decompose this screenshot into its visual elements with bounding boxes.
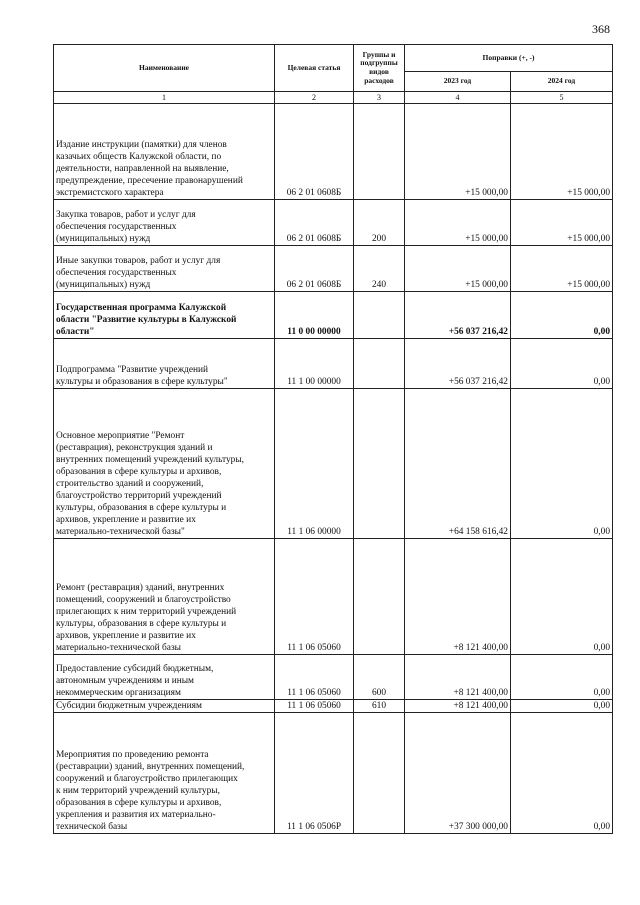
- table-row: [54, 389, 613, 539]
- row-name-line: предупреждение, пресечение правонарушений: [56, 175, 243, 186]
- row-name-line: образования в сфере культуры и архивов,: [56, 466, 222, 477]
- row-amount-2023: +56 037 216,42: [405, 339, 511, 389]
- table-body: [54, 104, 613, 834]
- row-name-line: автономным учреждениям и иным: [56, 675, 194, 686]
- header-expense-groups-line: расходов: [364, 75, 394, 85]
- row-name: [54, 389, 275, 539]
- header-year-2023: 2023 год: [405, 72, 511, 92]
- row-name-line: внутренних помещений учреждений культуры,: [56, 454, 245, 465]
- row-amount-2023: +15 000,00: [405, 246, 511, 292]
- row-name-line: (реставрации) зданий, внутренних помещений,: [56, 761, 245, 772]
- row-name: [54, 655, 275, 700]
- row-expense-type: 240: [354, 246, 405, 292]
- row-name-line: к ним территорий учреждений культуры,: [56, 785, 220, 796]
- row-name: [54, 700, 275, 713]
- row-name-line: Субсидии бюджетным учреждениям: [56, 701, 202, 711]
- row-name-line: Ремонт (реставрация) зданий, внутренних: [56, 582, 225, 593]
- header-target-article: Целевая статья: [275, 45, 354, 92]
- row-name-line: помещений, сооружений и благоустройство: [56, 594, 231, 605]
- row-expense-type: 610: [354, 700, 405, 713]
- row-amount-2024: +15 000,00: [511, 246, 613, 292]
- row-target-article: 11 1 06 05060: [275, 539, 354, 655]
- row-name-line: материально-технической базы: [56, 642, 181, 653]
- row-name-line: Мероприятия по проведению ремонта: [56, 749, 209, 760]
- column-index: 3: [354, 92, 405, 104]
- row-name-line: казачьих обществ Калужской области, по: [56, 151, 222, 162]
- row-name-line: Предоставление субсидий бюджетным,: [56, 663, 214, 674]
- row-target-article: 11 1 06 05060: [275, 655, 354, 700]
- table-row: [54, 292, 613, 339]
- row-name-line: культуры и образования в сфере культуры": [56, 376, 228, 387]
- row-name-line: благоустройство территорий учреждений: [56, 490, 222, 501]
- row-target-article: 06 2 01 0608Б: [275, 200, 354, 246]
- row-amount-2023: +15 000,00: [405, 200, 511, 246]
- header-expense-groups-line: Группы и: [362, 49, 396, 59]
- row-name-line: некоммерческим организациям: [56, 687, 181, 698]
- header-amendments: Поправки (+, -): [405, 45, 613, 72]
- table-row: [54, 246, 613, 292]
- row-target-article: 11 1 06 05060: [275, 700, 354, 713]
- table-row: [54, 104, 613, 200]
- row-name-line: Иные закупки товаров, работ и услуг для: [56, 255, 221, 266]
- row-name-line: Закупка товаров, работ и услуг для: [56, 209, 196, 220]
- row-amount-2023: +8 121 400,00: [405, 655, 511, 700]
- row-name-line: укрепления и развития их материально-: [56, 809, 216, 820]
- column-index: 4: [405, 92, 511, 104]
- row-amount-2024: +15 000,00: [511, 104, 613, 200]
- row-expense-type: [354, 292, 405, 339]
- row-name: [54, 713, 275, 834]
- row-amount-2024: +15 000,00: [511, 200, 613, 246]
- row-name: [54, 539, 275, 655]
- row-name: [54, 246, 275, 292]
- row-name-line: культуры, образования в сфере культуры и: [56, 502, 227, 513]
- row-name-line: архивов, укрепление и развитие их: [56, 630, 196, 641]
- row-name: [54, 339, 275, 389]
- row-name-line: обеспечения государственных: [56, 221, 177, 232]
- row-amount-2024: 0,00: [511, 292, 613, 339]
- row-name-line: материально-технической базы": [56, 526, 185, 537]
- row-amount-2023: +37 300 000,00: [405, 713, 511, 834]
- row-target-article: 11 1 06 0506Р: [275, 713, 354, 834]
- row-expense-type: [354, 104, 405, 200]
- row-name-line: области": [56, 326, 95, 337]
- row-expense-type: [354, 339, 405, 389]
- column-index: 1: [54, 92, 275, 104]
- row-amount-2023: +56 037 216,42: [405, 292, 511, 339]
- row-name-line: деятельности, направленной на выявление,: [56, 163, 229, 174]
- row-amount-2024: 0,00: [511, 339, 613, 389]
- row-name-line: технической базы: [56, 822, 128, 832]
- row-target-article: 11 1 06 00000: [275, 389, 354, 539]
- row-target-article: 06 2 01 0608Б: [275, 104, 354, 200]
- row-amount-2023: +8 121 400,00: [405, 539, 511, 655]
- row-amount-2023: +64 158 616,42: [405, 389, 511, 539]
- column-index: 2: [275, 92, 354, 104]
- row-expense-type: 200: [354, 200, 405, 246]
- row-name-line: обеспечения государственных: [56, 267, 177, 278]
- header-expense-groups-line: подгруппы: [360, 58, 398, 68]
- row-amount-2023: +15 000,00: [405, 104, 511, 200]
- table-row: [54, 339, 613, 389]
- row-target-article: 06 2 01 0608Б: [275, 246, 354, 292]
- row-name-line: Подпрограмма "Развитие учреждений: [56, 364, 209, 375]
- row-name-line: строительство зданий и сооружений,: [56, 478, 204, 489]
- row-name: [54, 292, 275, 339]
- row-name-line: прилегающих к ним территорий учреждений: [56, 606, 237, 617]
- row-name-line: (муниципальных) нужд: [56, 233, 151, 244]
- row-name-line: культуры, образования в сфере культуры и: [56, 618, 227, 629]
- row-name-line: архивов, укрепление и развитие их: [56, 514, 196, 525]
- row-name-line: образования в сфере культуры и архивов,: [56, 797, 222, 808]
- row-amount-2023: +8 121 400,00: [405, 700, 511, 713]
- row-target-article: 11 1 00 00000: [275, 339, 354, 389]
- row-name-line: Издание инструкции (памятки) для членов: [56, 139, 227, 150]
- table-row: [54, 655, 613, 700]
- row-name-line: Государственная программа Калужской: [56, 302, 227, 313]
- row-amount-2024: 0,00: [511, 655, 613, 700]
- row-name: [54, 200, 275, 246]
- page-number: 368: [592, 22, 610, 36]
- row-name-line: экстремистского характера: [56, 187, 164, 198]
- row-amount-2024: 0,00: [511, 700, 613, 713]
- row-name-line: (реставрация), реконструкция зданий и: [56, 442, 213, 453]
- header-year-2024: 2024 год: [511, 72, 613, 92]
- row-expense-type: [354, 389, 405, 539]
- header-expense-groups: [354, 45, 405, 92]
- table-row: [54, 700, 613, 713]
- table-row: [54, 539, 613, 655]
- row-amount-2024: 0,00: [511, 713, 613, 834]
- row-name-line: (муниципальных) нужд: [56, 279, 151, 290]
- row-name-line: области "Развитие культуры в Калужской: [56, 314, 237, 325]
- row-target-article: 11 0 00 00000: [275, 292, 354, 339]
- row-name-line: сооружений и благоустройство прилегающих: [56, 773, 238, 784]
- header-name: Наименование: [54, 45, 275, 92]
- column-index: 5: [511, 92, 613, 104]
- table-row: [54, 200, 613, 246]
- row-name: [54, 104, 275, 200]
- row-name-line: Основное мероприятие "Ремонт: [56, 430, 185, 441]
- row-expense-type: [354, 539, 405, 655]
- header-expense-groups-line: видов: [369, 67, 389, 76]
- budget-amendments-table: [53, 44, 613, 834]
- row-expense-type: [354, 713, 405, 834]
- row-amount-2024: 0,00: [511, 389, 613, 539]
- table-row: [54, 713, 613, 834]
- row-amount-2024: 0,00: [511, 539, 613, 655]
- row-expense-type: 600: [354, 655, 405, 700]
